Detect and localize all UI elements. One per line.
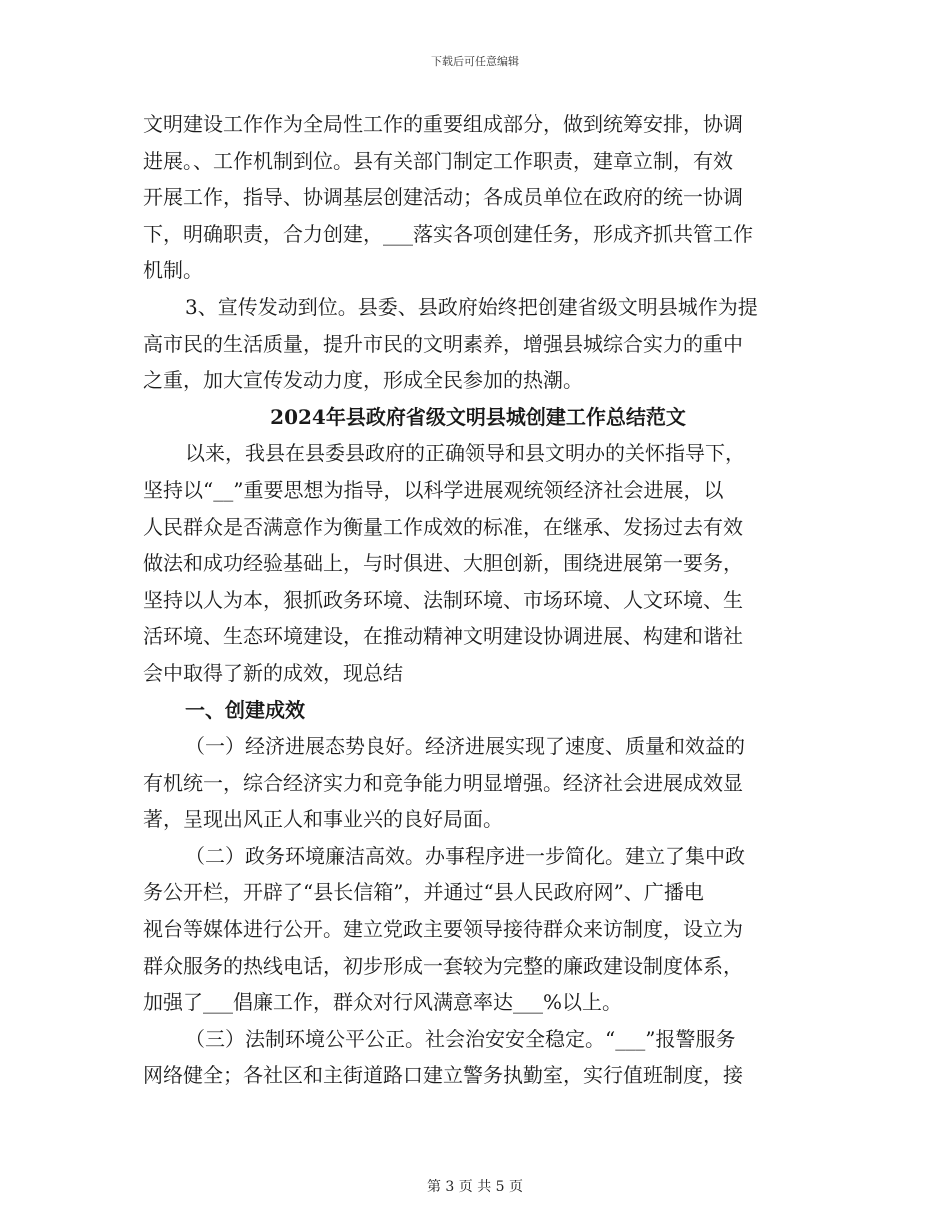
- page-header: 下载后可任意编辑: [431, 55, 519, 68]
- text-line: 文明建设工作作为全局性工作的重要组成部分，做到统筹安排，协调: [143, 112, 743, 136]
- section-heading: 一、创建成效: [185, 697, 305, 722]
- text-line: 之重，加大宣传发动力度，形成全民参加的热潮。: [143, 368, 583, 393]
- text-line: （二）政务环境廉洁高效。办事程序进一步简化。建立了集中政: [185, 843, 745, 868]
- text-line: 人民群众是否满意作为衡量工作成效的标准，在继承、发扬过去有效: [143, 514, 743, 539]
- text-line: 活环境、生态环境建设，在推动精神文明建设协调进展、构建和谐社: [143, 624, 743, 649]
- text-line: （一）经济进展态势良好。经济进展实现了速度、质量和效益的: [185, 734, 745, 759]
- text-line: 网络健全；各社区和主街道路口建立警务执勤室，实行值班制度，接: [143, 1063, 743, 1088]
- text-line: 群众服务的热线电话，初步形成一套较为完整的廉政建设制度体系，: [143, 953, 743, 978]
- text-line: 3、宣传发动到位。县委、县政府始终把创建省级文明县城作为提: [185, 294, 758, 319]
- text-line: 做法和成功经验基础上，与时俱进、大胆创新，围绕进展第一要务，: [143, 551, 743, 576]
- text-line: 以来，我县在县委县政府的正确领导和县文明办的关怀指导下，: [185, 441, 745, 466]
- text-line: 加强了___倡廉工作，群众对行风满意率达___%以上。: [143, 990, 623, 1015]
- text-line: 坚持以人为本，狠抓政务环境、法制环境、市场环境、人文环境、生: [143, 587, 743, 612]
- text-line: 下，明确职责，合力创建，___落实各项创建任务，形成齐抓共管工作: [143, 221, 753, 246]
- text-line: 视台等媒体进行公开。建立党政主要领导接待群众来访制度，设立为: [143, 917, 743, 942]
- document-body: [143, 106, 813, 1094]
- text-line: 有机统一，综合经济实力和竞争能力明显增强。经济社会进展成效显: [143, 770, 743, 795]
- text-line: 著，呈现出风正人和事业兴的良好局面。: [143, 807, 503, 832]
- text-line: 进展。、工作机制到位。县有关部门制定工作职责，建章立制，有效: [143, 148, 733, 173]
- text-line: 务公开栏，开辟了“县长信箱”，并通过“县人民政府网”、广播电: [143, 880, 704, 905]
- text-line: 会中取得了新的成效，现总结: [143, 660, 403, 685]
- text-line: （三）法制环境公平公正。社会治安安全稳定。“___”报警服务: [185, 1026, 736, 1051]
- document-title: 2024年县政府省级文明县城创建工作总结范文: [270, 404, 686, 429]
- text-line: 高市民的生活质量，提升市民的文明素养，增强县城综合实力的重中: [143, 331, 743, 356]
- text-line: 机制。: [143, 258, 203, 283]
- text-line: 开展工作，指导、协调基层创建活动；各成员单位在政府的统一协调: [143, 185, 743, 210]
- page-footer: 第 3 页 共 5 页: [426, 1179, 524, 1195]
- text-line: 坚持以“__”重要思想为指导，以科学进展观统领经济社会进展，以: [143, 477, 724, 502]
